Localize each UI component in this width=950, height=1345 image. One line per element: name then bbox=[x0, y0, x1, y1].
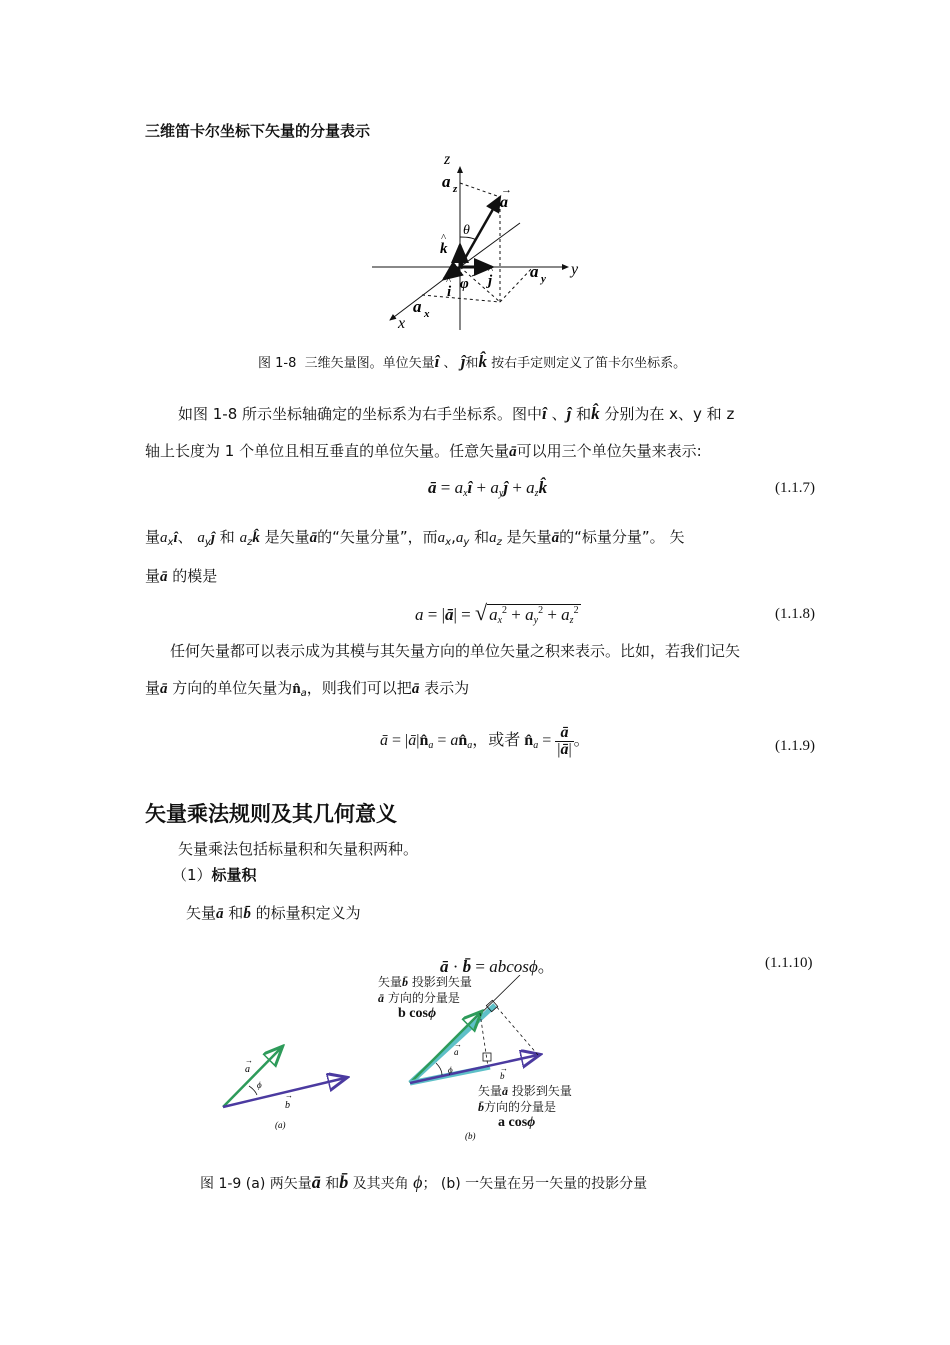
paragraph-3-line-1: 任何矢量都可以表示成为其模与其矢量方向的单位矢量之积来表示。比如，若我们记矢 bbox=[170, 642, 741, 660]
svg-text:z: z bbox=[453, 183, 458, 195]
svg-text:→: → bbox=[501, 184, 512, 196]
svg-text:a: a bbox=[245, 1064, 250, 1075]
paragraph-1-line-1: 如图 1-8 所示坐标轴确定的坐标系为右手坐标系。图中î 、ĵ 和k̂ 分别为在 x、y 和 z bbox=[178, 404, 735, 423]
svg-text:ϕ: ϕ bbox=[448, 1065, 453, 1075]
svg-text:^: ^ bbox=[488, 264, 494, 276]
paragraph-4: 矢量乘法包括标量积和矢量积两种。 bbox=[178, 840, 419, 858]
svg-text:b: b bbox=[285, 1100, 290, 1111]
ax-label: a bbox=[413, 297, 422, 316]
i-hat-label: i bbox=[447, 284, 452, 300]
figure-1-8-caption: 图 1-8 三维矢量图。单位矢量î 、 ĵ和k̂ 按右手定则定义了笛卡尔坐标系。 bbox=[258, 352, 687, 371]
j-hat-label: j bbox=[488, 273, 493, 289]
projection-note-top: 矢量b̄ 投影到矢量 ā 方向的分量是 b cosϕ bbox=[378, 975, 472, 1021]
svg-text:a: a bbox=[454, 1047, 459, 1057]
figure-1-9-caption: 图 1-9 (a) 两矢量ā 和b̄ 及其夹角 ϕ； (b) 一矢量在另一矢量的投影分量 bbox=[200, 1172, 648, 1192]
svg-text:b: b bbox=[500, 1071, 505, 1081]
svg-text:^: ^ bbox=[446, 275, 452, 287]
fig-1-9b-label: (b) bbox=[465, 1131, 476, 1141]
heading-vector-multiplication: 矢量乘法规则及其几何意义 bbox=[145, 802, 397, 826]
svg-text:y: y bbox=[541, 273, 546, 285]
equation-1-1-8: a = |ā| = √ $a_x^2 + a_y^2 + a_z^2$ bbox=[415, 600, 579, 626]
k-hat-label: k bbox=[440, 241, 448, 257]
svg-text:→: → bbox=[245, 1056, 253, 1065]
paragraph-2-line-2: 量ā 的模是 bbox=[145, 567, 218, 585]
projection-note-bottom: 矢量ā 投影到矢量 b̄方向的分量是 a cosϕ bbox=[478, 1084, 572, 1130]
phi-label: φ bbox=[460, 276, 469, 292]
item-scalar-product: （1）标量积 bbox=[172, 866, 257, 884]
section-title: 三维笛卡尔坐标下矢量的分量表示 bbox=[145, 122, 371, 140]
equation-number-1-1-8: (1.1.8) bbox=[775, 606, 815, 622]
ay-label: a bbox=[530, 262, 539, 281]
equation-number-1-1-7: (1.1.7) bbox=[775, 480, 815, 496]
svg-text:→: → bbox=[285, 1091, 293, 1100]
fig-1-9a-label: (a) bbox=[275, 1120, 286, 1130]
equation-1-1-9: ā = $|ā|n̂_a$ = $an̂_a$，或者 $n̂_a$ = $\frac{ā}{|ā|}$ 。 bbox=[380, 724, 590, 758]
paragraph-3-line-2: 量ā 方向的单位矢量为$n̂_a$，则我们可以把ā 表示为 bbox=[145, 679, 470, 699]
equation-1-1-7: ā = $a_xî$ + $a_yĵ$ + $a_zk̂$ bbox=[428, 478, 548, 499]
svg-text:^: ^ bbox=[441, 232, 447, 244]
svg-text:→: → bbox=[454, 1040, 462, 1049]
equation-number-1-1-10: (1.1.10) bbox=[765, 955, 813, 971]
paragraph-5: 矢量ā 和b̄ 的标量积定义为 bbox=[186, 904, 361, 922]
equation-number-1-1-9: (1.1.9) bbox=[775, 738, 815, 754]
z-axis-label: z bbox=[444, 151, 451, 168]
theta-label: θ bbox=[463, 223, 470, 238]
svg-text:x: x bbox=[424, 308, 430, 320]
a-vector-label: a bbox=[500, 194, 508, 211]
x-axis-label: x bbox=[398, 315, 406, 332]
figure-1-9a bbox=[215, 1040, 360, 1135]
paragraph-1-line-2: 轴上长度为 1 个单位且相互垂直的单位矢量。任意矢量ā可以用三个单位矢量来表示: bbox=[145, 442, 702, 460]
az-label: a bbox=[442, 172, 451, 191]
figure-1-8 bbox=[360, 145, 600, 335]
equation-1-1-10: ā · b̄ = abcosϕ。 bbox=[440, 957, 555, 977]
paragraph-2-line-1: 量$a_xî$、 $a_yĵ$ 和 $a_zk̂$ 是矢量ā的“矢量分量”，而$a_x,a_y$ 和$a_z$ 是矢量ā的“标量分量”。 矢 bbox=[145, 528, 685, 548]
y-axis-label: y bbox=[571, 261, 579, 278]
svg-text:→: → bbox=[500, 1064, 508, 1073]
svg-text:ϕ: ϕ bbox=[257, 1080, 262, 1090]
